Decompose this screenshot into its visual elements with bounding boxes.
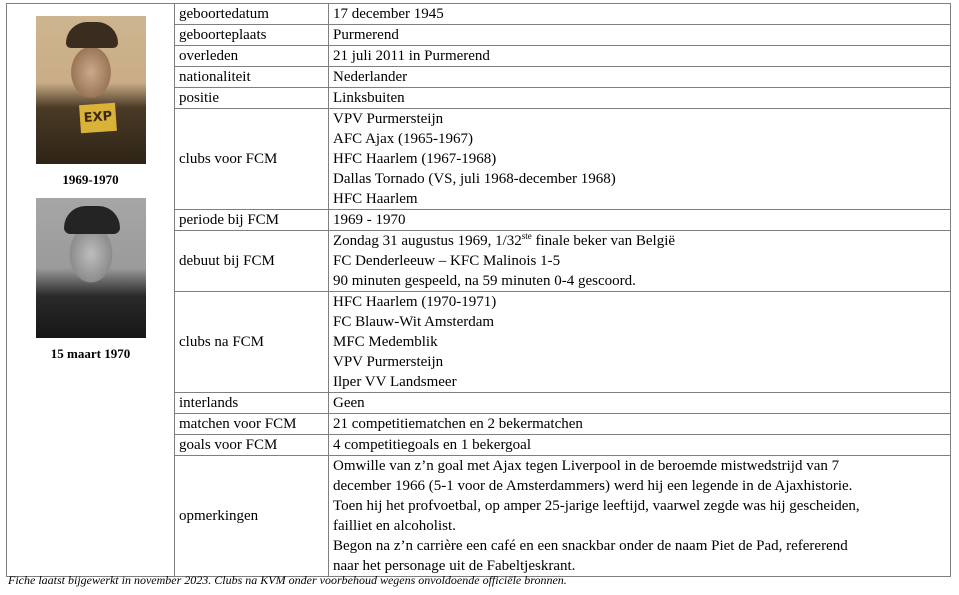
value-overleden: 21 juli 2011 in Purmerend [329, 46, 951, 67]
photo-hair-shape [66, 22, 118, 48]
value-nationaliteit: Nederlander [329, 67, 951, 88]
remark-line: Toen hij het profvoetbal, op amper 25-jarige leeftijd, vaarwel zegde was hij gescheiden, [333, 498, 860, 514]
shirt-lettering: EXP [79, 103, 117, 133]
label-matchen: matchen voor FCM [175, 414, 329, 435]
footnote: Fiche laatst bijgewerkt in november 2023. Clubs na KVM onder voorbehoud wegens onvoldoende officiële bronnen. [8, 573, 567, 587]
value-debuut [329, 231, 951, 292]
photo-column [7, 4, 175, 577]
value-matchen: 21 competitiematchen en 2 bekermatchen [329, 414, 951, 435]
debut-text: Zondag 31 augustus 1969, 1/32 [333, 233, 522, 249]
label-positie: positie [175, 88, 329, 109]
remark-line: Omwille van z’n goal met Ajax tegen Liverpool in de beroemde mistwedstrijd van 7 [333, 458, 840, 474]
value-periode: 1969 - 1970 [329, 210, 951, 231]
club-line: AFC Ajax (1965-1967) [333, 131, 473, 147]
remark-line: naar het personage uit de Fabeltjeskrant. [333, 558, 576, 574]
debut-text: finale beker van België [531, 233, 676, 249]
value-opmerkingen [329, 456, 951, 577]
value-goals: 4 competitiegoals en 1 bekergoal [329, 435, 951, 456]
club-line: VPV Purmersteijn [333, 111, 444, 127]
club-line: MFC Medemblik [333, 334, 438, 350]
club-line: Dallas Tornado (VS, juli 1968-december 1968) [333, 171, 616, 187]
club-line: HFC Haarlem [333, 191, 418, 207]
club-line: Ilper VV Landsmeer [333, 374, 457, 390]
debut-line-3: 90 minuten gespeeld, na 59 minuten 0-4 gescoord. [333, 273, 636, 289]
label-overleden: overleden [175, 46, 329, 67]
photo-caption-1: 1969-1970 [62, 172, 119, 187]
debut-line-1 [333, 231, 950, 251]
photo-caption-2: 15 maart 1970 [50, 346, 131, 361]
value-interlands: Geen [329, 393, 951, 414]
remark-line: failliet en alcoholist. [333, 518, 456, 534]
player-photo-1969 [36, 16, 146, 164]
label-clubs-voor: clubs voor FCM [175, 109, 329, 210]
club-line: HFC Haarlem (1967-1968) [333, 151, 497, 167]
ordinal-suffix: ste [521, 231, 532, 241]
value-positie: Linksbuiten [329, 88, 951, 109]
player-photo-1970 [36, 198, 146, 338]
debut-line-2: FC Denderleeuw – KFC Malinois 1-5 [333, 253, 561, 269]
label-geboortedatum: geboortedatum [175, 4, 329, 25]
remark-line: Begon na z’n carrière een café en een snackbar onder de naam Piet de Pad, refererend [333, 538, 848, 554]
photo-hair-shape [64, 206, 120, 234]
player-fiche-table [6, 3, 951, 577]
label-interlands: interlands [175, 393, 329, 414]
label-opmerkingen: opmerkingen [175, 456, 329, 577]
label-periode: periode bij FCM [175, 210, 329, 231]
label-geboorteplaats: geboorteplaats [175, 25, 329, 46]
value-geboortedatum: 17 december 1945 [329, 4, 951, 25]
label-debuut: debuut bij FCM [175, 231, 329, 292]
label-nationaliteit: nationaliteit [175, 67, 329, 88]
value-clubs-na [329, 292, 951, 393]
club-line: VPV Purmersteijn [333, 354, 444, 370]
label-clubs-na: clubs na FCM [175, 292, 329, 393]
value-clubs-voor [329, 109, 951, 210]
label-goals: goals voor FCM [175, 435, 329, 456]
club-line: HFC Haarlem (1970-1971) [333, 294, 497, 310]
value-geboorteplaats: Purmerend [329, 25, 951, 46]
remark-line: december 1966 (5-1 voor de Amsterdammers) werd hij een legende in de Ajaxhistorie. [333, 478, 853, 494]
club-line: FC Blauw-Wit Amsterdam [333, 314, 495, 330]
